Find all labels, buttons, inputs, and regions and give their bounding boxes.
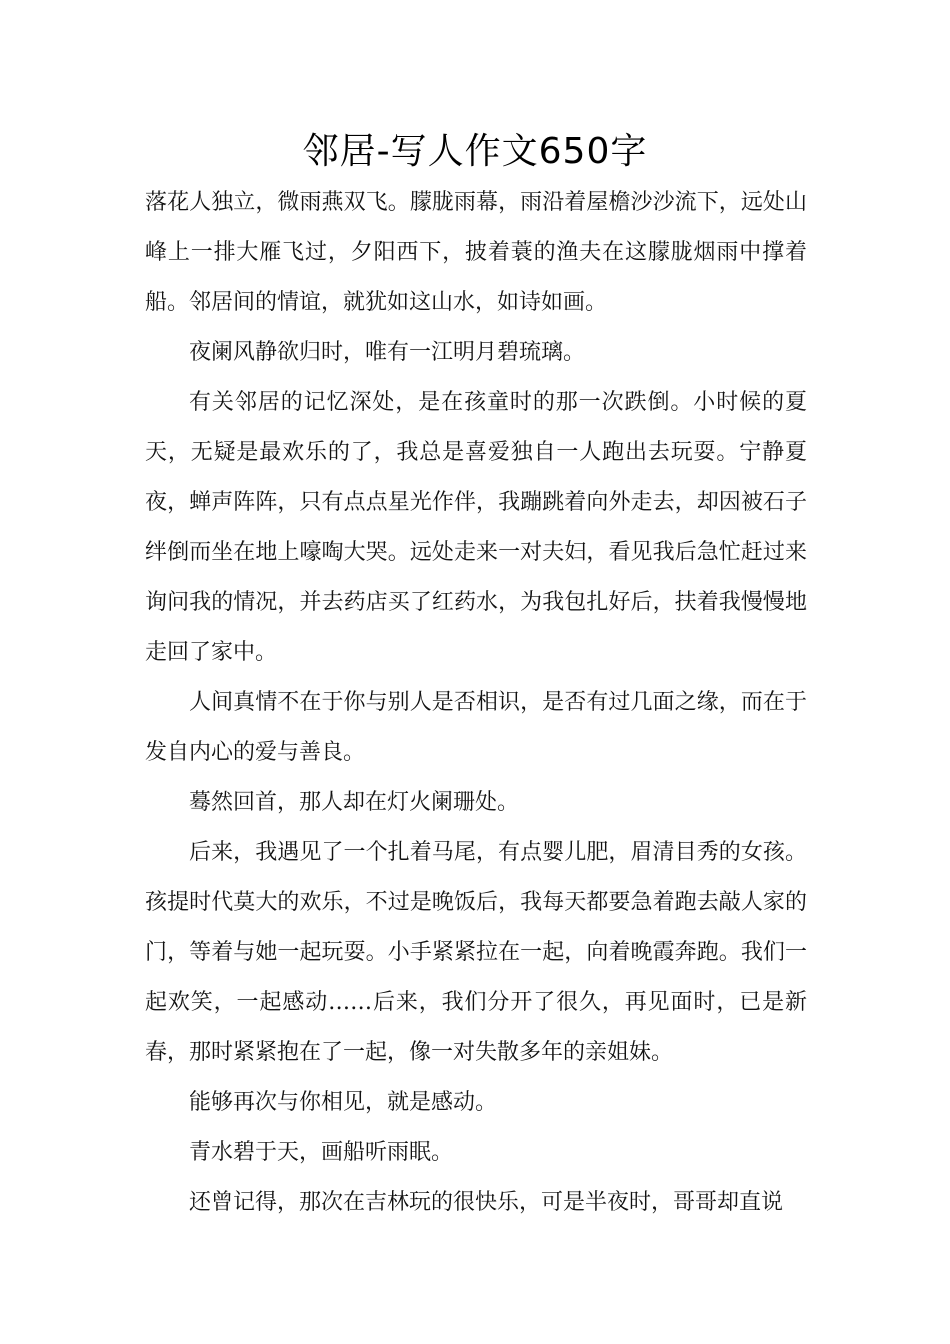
paragraph-3: 有关邻居的记忆深处，是在孩童时的那一次跌倒。小时候的夏天，无疑是最欢乐的了，我总是喜爱独自一人跑出去玩耍。宁静夏夜，蝉声阵阵，只有点点星光作伴，我蹦跳着向外走去，却因被石子绊倒而坐在地上嚎啕大哭。远处走来一对夫妇，看见我后急忙赶过来询问我的情况，并去药店买了红药水，为我包扎好后，扶着我慢慢地走回了家中。	[145, 390, 807, 665]
paragraph-9: 还曾记得，那次在吉林玩的很快乐，可是半夜时，哥哥却直说	[189, 1190, 784, 1215]
paragraph-5: 蓦然回首，那人却在灯火阑珊处。	[189, 790, 520, 815]
paragraph-8: 青水碧于天，画船听雨眠。	[189, 1140, 454, 1165]
document-title: 邻居-写人作文650字	[302, 131, 648, 172]
paragraph-1: 落花人独立，微雨燕双飞。朦胧雨幕，雨沿着屋檐沙沙流下，远处山峰上一排大雁飞过，夕阳西下，披着蓑的渔夫在这朦胧烟雨中撑着船。邻居间的情谊，就犹如这山水，如诗如画。	[145, 190, 807, 315]
paragraph-2: 夜阑风静欲归时，唯有一江明月碧琉璃。	[189, 340, 586, 365]
document-body	[145, 178, 807, 1228]
paragraph-4: 人间真情不在于你与别人是否相识，是否有过几面之缘，而在于发自内心的爱与善良。	[145, 690, 807, 765]
paragraph-7: 能够再次与你相见，就是感动。	[189, 1090, 498, 1115]
paragraph-6: 后来，我遇见了一个扎着马尾，有点婴儿肥，眉清目秀的女孩。孩提时代莫大的欢乐，不过是晚饭后，我每天都要急着跑去敲人家的门，等着与她一起玩耍。小手紧紧拉在一起，向着晚霞奔跑。我们一起欢笑，一起感动……后来，我们分开了很久，再见面时，已是新春，那时紧紧抱在了一起，像一对失散多年的亲姐妹。	[145, 840, 807, 1065]
